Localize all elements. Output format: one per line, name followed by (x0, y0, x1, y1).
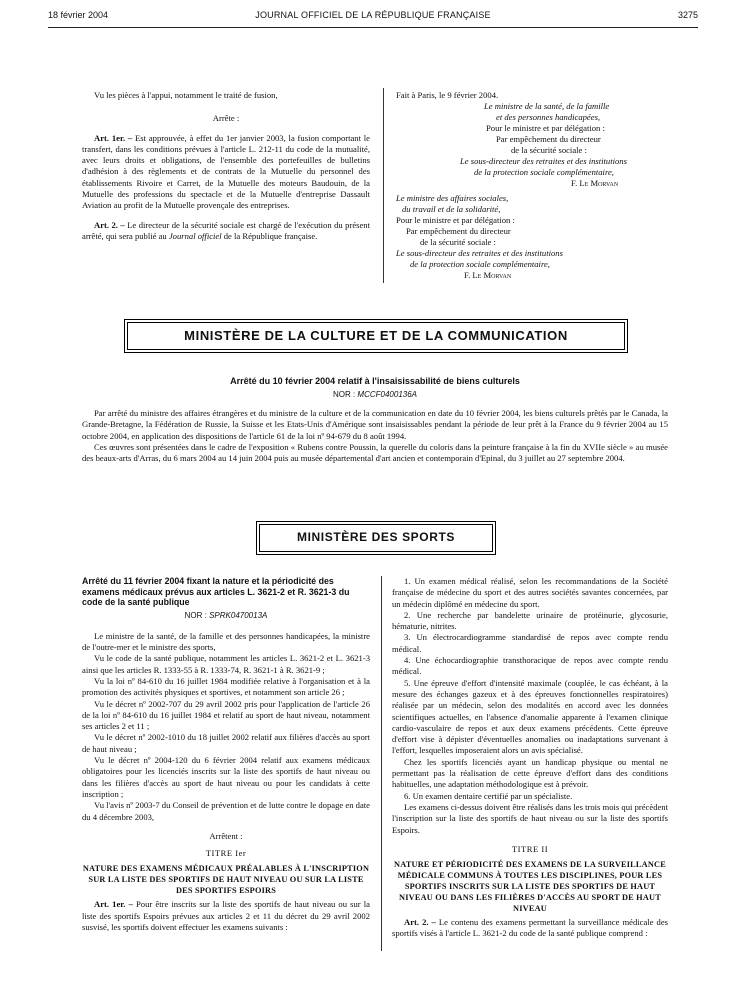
exam-5-handicap: Chez les sportifs licenciés ayant un handicap physique ou mental ne permettant pas la réalisation de cette épreuve d'effort dans des conditions habituelles, une adaptation méthodologique est à prévoir. (392, 756, 668, 790)
article-1-text: Est approuvée, à effet du 1er janvier 2003, la fusion comportant le transfert, dans les conditions prévues à l'article L. 212-11 du code de la mutualité, avec leurs droits et obligations, de l'ensemble des portefeuilles de bulletins d'adhésion à des règlements et de contrats de la Mutuelle du personnel des établissements Rivoire et Carret, de la Mutuelle des moteurs Baudouin, de la Mutuelle des professions du spectacle et de la Mutuelle d'entreprise Dassault Aviation au profit de la Mutuelle provençale des entreprises. (82, 132, 370, 211)
sig1-sous-directeur-2: de la protection sociale complémentaire, (474, 167, 614, 177)
fait-a-paris: Fait à Paris, le 9 février 2004. (396, 90, 499, 100)
titre-2-heading: NATURE ET PÉRIODICITÉ DES EXAMENS DE LA SURVEILLANCE MÉDICALE COMMUNS À TOUTES LES DISCIPLINES, POUR LES SPORTIFS INSCRITS SUR LA LISTE DES SPORTIFS DE HAUT NIVEAU OU DANS LES FILIÈRES D'ACCÈS AU SPORT DE HAUT NIVEAU (394, 860, 666, 914)
titre-2: TITRE II (511, 843, 549, 854)
sports-column-separator (381, 576, 382, 951)
article-2-label: Art. 2. – (94, 219, 125, 230)
article-2-text-b: de la République française. (221, 230, 318, 241)
sports-article-2-label: Art. 2. – (404, 917, 436, 928)
header-rule (48, 27, 698, 28)
sig2-minister-line1: Le ministre des affaires sociales, (396, 193, 509, 203)
sig1-minister-line1: Le ministre de la santé, de la famille (484, 101, 610, 111)
sig2-name: F. Le Morvan (464, 270, 512, 280)
sports-ministry-title: MINISTÈRE DES SPORTS (259, 524, 493, 552)
article-2-text-a: Le directeur de la sécurité sociale est chargé de l'exécution du présent arrêté, qui sera publié au (82, 219, 370, 241)
article-1 (82, 133, 370, 212)
exam-2: 2. Une recherche par bandelette urinaire de protéinurie, glycosurie, hématurie, nitrites. (392, 609, 668, 632)
culture-nor (82, 390, 668, 399)
exam-1: 1. Un examen médical réalisé, selon les recommandations de la Société française de médecine du sport et des autres sociétés savantes concernées, par un médecin diplômé en médecine du sport. (392, 576, 668, 609)
header-page-number: 3275 (677, 10, 698, 20)
header-date: 18 février 2004 (48, 10, 109, 20)
sports-nor (82, 610, 370, 621)
sports-nor-code: SPRK0470013A (209, 610, 268, 620)
article-1-label: Art. 1er. – (94, 132, 133, 143)
vu-pieces: Vu les pièces à l'appui, notamment le traité de fusion, (94, 90, 278, 100)
sports-article-1 (82, 899, 370, 933)
visa-3: Vu la loi nº 84-610 du 16 juillet 1984 modifiée relative à l'organisation et à la promotion des activités physiques et sportives, et notamment son article 26 ; (82, 675, 370, 698)
header-journal-title: JOURNAL OFFICIEL DE LA RÉPUBLIQUE FRANÇAISE (255, 10, 491, 20)
article-2 (82, 220, 370, 243)
sig2-minister-line2: du travail et de la solidarité, (402, 204, 501, 214)
exam-5: 5. Une épreuve d'effort d'intensité maximale (couplée, le cas échéant, à la mesure des échanges gazeux et à des épreuves fonctionnelles respiratoires) réalisée par un médecin, selon des modalités en accord avec les données scientifiques actuelles, en l'absence d'anomalie apparente à l'examen clinique cardio-vasculaire de repos et aux deux examens précédents. Cette épreuve d'effort vise à dépister d'éventuelles anomalies ou inadaptations survenant à l'effort, lesquelles imposeraient alors un avis spécialisé. (392, 677, 668, 756)
running-header (48, 10, 698, 24)
sig2-empechement-2: de la sécurité sociale : (420, 237, 496, 247)
sports-nor-label: NOR : (184, 610, 210, 620)
sig2-sous-directeur-2: de la protection sociale complémentaire, (410, 259, 550, 269)
signature-block (396, 90, 696, 281)
visa-7: Vu l'avis nº 2003-7 du Conseil de prévention et de lutte contre le dopage en date du 4 décembre 2003, (82, 800, 370, 822)
culture-ministry-box (124, 319, 628, 353)
visa-2: Vu le code de la santé publique, notamment les articles L. 3621-2 et L. 3621-3 ainsi que les articles R. 1333-55 à R. 1333-74, R. 3621-1 à R. 3621-9 ; (82, 653, 370, 675)
sports-article-1-label: Art. 1er. – (94, 899, 133, 910)
sig1-delegation: Pour le ministre et par délégation : (486, 123, 605, 133)
top-column-separator (383, 88, 384, 283)
sports-article-1-text: Pour être inscrits sur la liste des sportifs de haut niveau ou sur la liste des sportifs Espoirs prévues aux articles 2 et 11 du décret du 29 avril 2002 susvisé, les sportifs doivent effectuer les examens suivants : (82, 899, 370, 933)
culture-paragraph-1: Par arrêté du ministre des affaires étrangères et du ministre de la culture et de la communication en date du 10 février 2004, les biens culturels prêtés par le Canada, la Grande-Bretagne, la Fédération de Russie, la Suisse et les Etats-Unis d'Amérique sont insaisissables pendant la période de leur prêt à la France du 9 février 2004 au 15 octobre 2004, en application des dispositions de l'article 61 de la loi nº 94-679 du 8 août 1994. (82, 408, 668, 441)
titre-1: TITRE Ier (205, 848, 247, 859)
sports-right-column (392, 576, 668, 940)
culture-nor-label: NOR : (332, 390, 358, 399)
sports-article-2 (392, 917, 668, 940)
sports-arretent: Arrêtent : (209, 830, 243, 841)
titre-1-heading: NATURE DES EXAMENS MÉDICAUX PRÉALABLES À L'INSCRIPTION SUR LA LISTE DES SPORTIFS DE HAUT NIVEAU OU SUR LA LISTE DES SPORTIFS ESPOIRS (82, 864, 370, 896)
arrete-label: Arrête : (212, 113, 240, 124)
sig1-sous-directeur-1: Le sous-directeur des retraites et des institutions (460, 156, 627, 166)
visa-4: Vu le décret nº 2002-707 du 29 avril 2002 pris pour l'application de l'article 26 de la loi nº 84-610 du 16 juillet 1984 et relatif au sport de haut niveau, notamment ses articles 2 et 11 ; (82, 698, 370, 732)
sig2-empechement-1: Par empêchement du directeur (406, 226, 511, 236)
culture-ministry-title: MINISTÈRE DE LA CULTURE ET DE LA COMMUNICATION (127, 322, 625, 350)
sports-article-2-text: Le contenu des examens permettant la surveillance médicale des sportifs visés à l'article L. 3621-2 du code de la santé publique comprend : (392, 917, 668, 939)
sig2-delegation: Pour le ministre et par délégation : (396, 215, 515, 225)
culture-paragraph-2: Ces œuvres sont présentées dans le cadre de l'exposition « Rubens contre Poussin, la querelle du coloris dans la peinture française à la fin du XVIIe siècle » au musée des beaux-arts d'Arras, du 6 mars 2004 au 14 juin 2004 puis au musée départemental d'art ancien et contemporain d'Epinal, du 3 juillet au 27 septembre 2004. (82, 441, 668, 464)
visa-6: Vu le décret nº 2004-120 du 6 février 2004 relatif aux examens médicaux obligatoires pour les licenciés inscrits sur la liste des sportifs de haut niveau ou dans les filières d'accès au sport de haut niveau ou pour les candidats à cette inscription ; (82, 755, 370, 799)
sig1-empechement-2: de la sécurité sociale : (511, 145, 587, 155)
sig1-name: F. Le Morvan (571, 178, 619, 188)
exam-6: 6. Un examen dentaire certifié par un spécialiste. (404, 790, 573, 801)
visa-5: Vu le décret nº 2002-1010 du 18 juillet 2002 relatif aux filières d'accès au sport de haut niveau ; (82, 732, 370, 754)
sig1-minister-line2: et des personnes handicapées, (496, 112, 601, 122)
top-left-column (82, 90, 370, 242)
sig1-empechement-1: Par empêchement du directeur (496, 134, 601, 144)
sports-left-column (82, 576, 370, 933)
exam-3: 3. Un électrocardiogramme standardisé de repos avec compte rendu médical. (392, 632, 668, 654)
exam-delay: Les examens ci-dessus doivent être réalisés dans les trois mois qui précèdent l'inscription sur la liste des sportifs de haut niveau ou sur la liste des sportifs Espoirs. (392, 801, 668, 835)
visa-1: Le ministre de la santé, de la famille et des personnes handicapées, la ministre de l'outre-mer et le ministre des sports, (82, 630, 370, 653)
culture-nor-code: MCCF0400136A (357, 390, 418, 399)
sports-arrete-title: Arrêté du 11 février 2004 fixant la nature et la périodicité des examens médicaux prévus aux articles L. 3621-2 et R. 3621-3 du code de la santé publique (82, 576, 350, 607)
article-2-journal: Journal officiel (168, 230, 222, 241)
sports-ministry-box (256, 521, 496, 555)
culture-arrete-title: Arrêté du 10 février 2004 relatif à l'insaisissabilité de biens culturels (230, 376, 520, 386)
sig2-sous-directeur-1: Le sous-directeur des retraites et des institutions (396, 248, 563, 258)
exam-4: 4. Une échocardiographie transthoracique de repos avec compte rendu médical. (392, 655, 668, 677)
culture-body (82, 408, 668, 464)
